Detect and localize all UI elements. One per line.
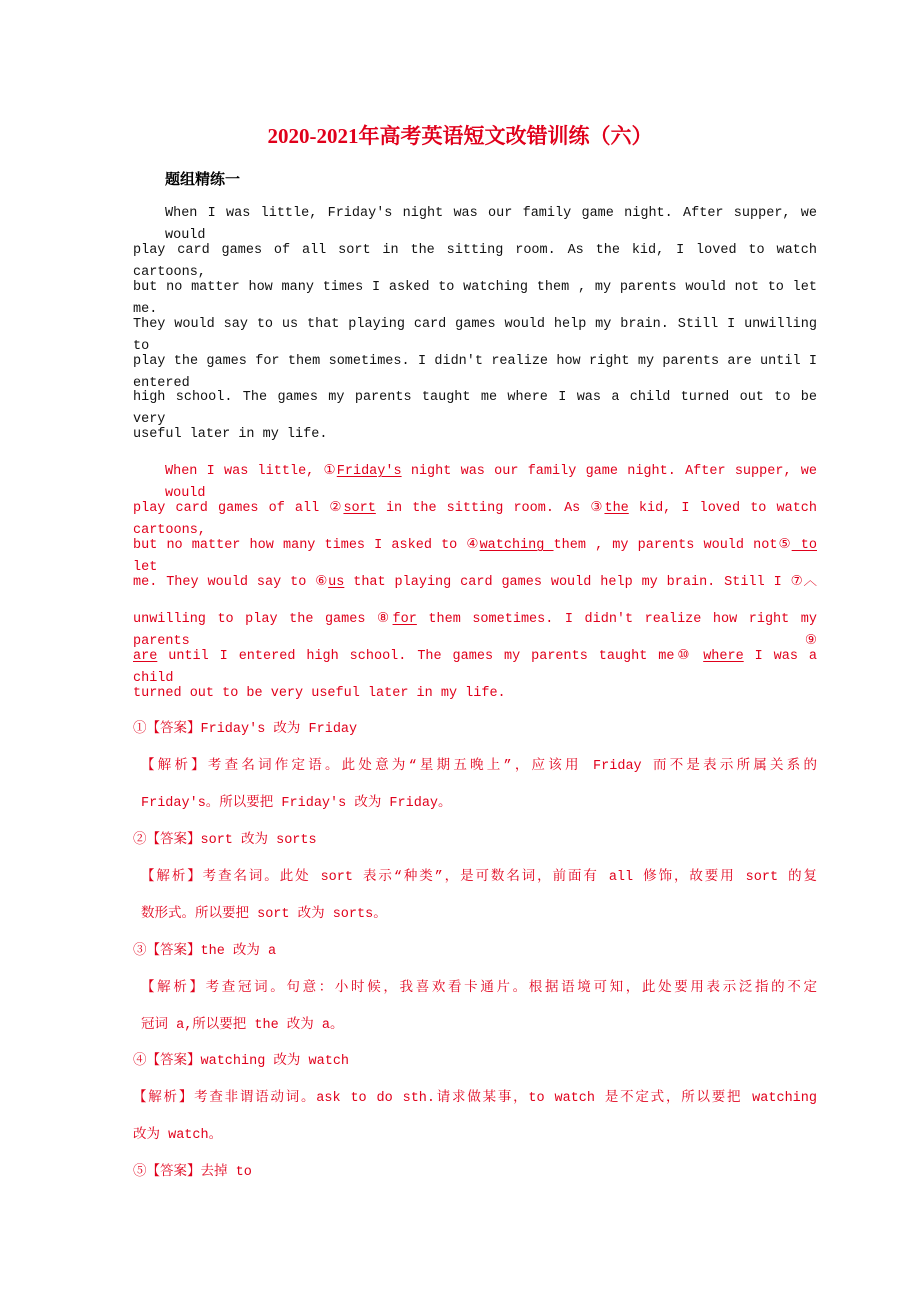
error-marked-word: are: [133, 648, 158, 664]
passage-text: turned out to be very useful later in my life.: [133, 685, 506, 701]
passage-text: them sometimes. I didn't realize how right my parents⑨: [133, 611, 817, 649]
passage-text: that playing card games would help my brain. Still I ⑦︿: [344, 574, 817, 590]
document-body: [133, 203, 817, 1199]
section-heading: 题组精练一: [165, 172, 241, 188]
original-passage-line: high school. The games my parents taught me where I was a child turned out to be very: [133, 390, 817, 428]
original-passage-line: useful later in my life.: [133, 427, 328, 443]
document-title: 2020-2021年高考英语短文改错训练（六）: [267, 124, 653, 148]
passage-text: night was our family game night. After supper, we would: [165, 464, 817, 502]
error-marked-word: the: [604, 501, 629, 517]
analysis-line: 改为 watch。: [133, 1128, 223, 1144]
analysis-line: 数形式。所以要把 sort 改为 sorts。: [141, 906, 387, 922]
passage-text: kid, I loved to watch cartoons,: [133, 501, 818, 539]
passage-text: them , my parents would not⑤: [553, 538, 792, 554]
corrected-passage-line: [133, 461, 817, 502]
original-passage-line: but no matter how many times I asked to watching them , my parents would not to let me.: [133, 279, 817, 317]
answer-line: ④【答案】watching 改为 watch: [133, 1054, 350, 1070]
passage-text: me. They would say to ⑥: [133, 574, 329, 590]
original-passage-line: They would say to us that playing card games would help my brain. Still I unwilling to: [133, 316, 817, 354]
passage-text: until I entered high school. The games my parents taught me⑩: [157, 648, 704, 664]
answer-line: ⑤【答案】去掉 to: [133, 1165, 252, 1181]
analysis-line: 【解析】考查名词作定语。此处意为“星期五晚上”，应该用 Friday 而不是表示所属关系的: [141, 759, 817, 775]
passage-text: When I was little, ①: [165, 464, 337, 480]
analysis-line: 【解析】考查名词。此处 sort 表示“种类”，是可数名词，前面有 all 修饰，故要用 sort 的复: [141, 870, 817, 886]
corrected-passage-line: [133, 498, 818, 539]
corrected-passage-line: [133, 572, 817, 609]
original-passage-line: play the games for them sometimes. I didn't realize how right my parents are until I entered: [133, 353, 817, 391]
analysis-line: 【解析】考查非谓语动词。ask to do sth.请求做某事，to watch 是不定式，所以要把 watching: [133, 1091, 817, 1107]
original-passage-line: When I was little, Friday's night was our family game night. After supper, we would: [165, 206, 817, 243]
error-marked-word: where: [703, 648, 744, 664]
corrected-passage-line: [133, 609, 817, 649]
error-marked-word: watching: [479, 538, 554, 554]
error-marked-word: Friday's: [336, 464, 402, 480]
answer-line: ②【答案】sort 改为 sorts: [133, 833, 317, 849]
analysis-line: Friday's。所以要把 Friday's 改为 Friday。: [141, 796, 452, 812]
analysis-line: 冠词 a,所以要把 the 改为 a。: [141, 1017, 344, 1033]
passage-text: but no matter how many times I asked to ④: [133, 538, 480, 554]
analysis-line: 【解析】考查冠词。句意：小时候，我喜欢看卡通片。根据语境可知，此处要用表示泛指的不定: [141, 980, 817, 996]
corrected-passage-line: [133, 646, 817, 686]
answer-line: ①【答案】Friday's 改为 Friday: [133, 722, 358, 738]
passage-text: I was a child: [133, 648, 817, 686]
original-passage-line: play card games of all sort in the sitting room. As the kid, I loved to watch cartoons,: [133, 242, 817, 280]
error-marked-word: to: [791, 538, 817, 554]
answer-line: ③【答案】the 改为 a: [133, 943, 277, 959]
error-marked-word: sort: [343, 501, 376, 517]
error-marked-word: for: [392, 611, 417, 627]
passage-text: unwilling to play the games ⑧: [133, 611, 393, 627]
passage-text: in the sitting room. As ③: [375, 501, 605, 517]
passage-text: let: [133, 560, 158, 576]
corrected-passage-line: [133, 535, 817, 576]
corrected-passage-line: [133, 683, 817, 720]
error-marked-word: us: [328, 574, 345, 590]
passage-text: play card games of all ②: [133, 501, 344, 517]
